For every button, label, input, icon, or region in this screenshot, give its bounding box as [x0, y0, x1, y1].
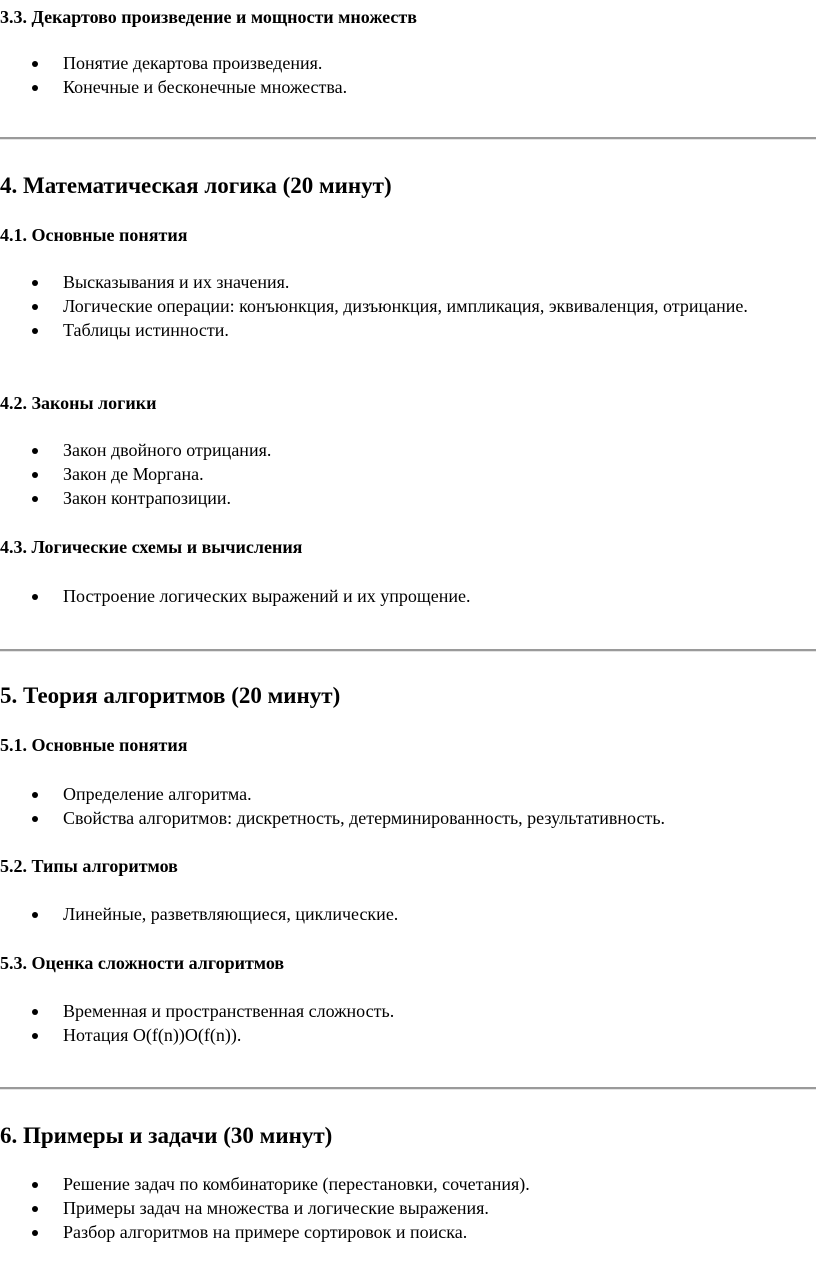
list-item: Логические операции: конъюнкция, дизъюнкция, импликация, эквиваленция, отрицание. — [0, 294, 816, 318]
subsection-heading-4-3: 4.3. Логические схемы и вычисления — [0, 537, 303, 557]
bullet-icon — [32, 1230, 38, 1236]
bullet-list-3-3 — [0, 51, 816, 99]
bullet-list-4-1 — [0, 270, 816, 342]
subsection-heading-4-1: 4.1. Основные понятия — [0, 225, 188, 245]
list-item: Закон контрапозиции. — [0, 486, 816, 510]
subsection-heading-5-2: 5.2. Типы алгоритмов — [0, 856, 178, 876]
bullet-icon — [32, 328, 38, 334]
bullet-icon — [32, 304, 38, 310]
list-item: Построение логических выражений и их упрощение. — [0, 584, 816, 608]
list-item: Решение задач по комбинаторике (перестановки, сочетания). — [0, 1172, 816, 1196]
list-item: Свойства алгоритмов: дискретность, детерминированность, результативность. — [0, 806, 816, 830]
bullet-list-5-3 — [0, 999, 816, 1047]
list-item: Разбор алгоритмов на примере сортировок и поиска. — [0, 1220, 816, 1244]
bullet-icon — [32, 85, 38, 91]
horizontal-divider — [0, 1087, 816, 1090]
bullet-icon — [32, 594, 38, 600]
bullet-icon — [32, 816, 38, 822]
list-item: Закон двойного отрицания. — [0, 438, 816, 462]
bullet-icon — [32, 1206, 38, 1212]
horizontal-divider — [0, 649, 816, 652]
list-item: Определение алгоритма. — [0, 782, 816, 806]
subsection-heading-4-2: 4.2. Законы логики — [0, 393, 157, 413]
bullet-list-5-2 — [0, 902, 816, 926]
list-item: Конечные и бесконечные множества. — [0, 75, 816, 99]
section-heading-6: 6. Примеры и задачи (30 минут) — [0, 1123, 333, 1148]
bullet-icon — [32, 61, 38, 67]
bullet-list-4-2 — [0, 438, 816, 510]
list-item: Линейные, разветвляющиеся, циклические. — [0, 902, 816, 926]
list-item: Понятие декартова произведения. — [0, 51, 816, 75]
section-heading-4: 4. Математическая логика (20 минут) — [0, 173, 392, 198]
list-item: Нотация O(f(n))O(f(n)). — [0, 1023, 816, 1047]
bullet-icon — [32, 912, 38, 918]
subsection-heading-3-3: 3.3. Декартово произведение и мощности множеств — [0, 7, 417, 27]
list-item: Таблицы истинности. — [0, 318, 816, 342]
list-item: Временная и пространственная сложность. — [0, 999, 816, 1023]
bullet-icon — [32, 1009, 38, 1015]
list-item: Высказывания и их значения. — [0, 270, 816, 294]
horizontal-divider — [0, 137, 816, 140]
bullet-icon — [32, 472, 38, 478]
section-heading-5: 5. Теория алгоритмов (20 минут) — [0, 683, 341, 708]
bullet-list-6 — [0, 1172, 816, 1244]
bullet-list-4-3 — [0, 584, 816, 608]
list-item: Примеры задач на множества и логические выражения. — [0, 1196, 816, 1220]
bullet-icon — [32, 1033, 38, 1039]
subsection-heading-5-1: 5.1. Основные понятия — [0, 735, 188, 755]
bullet-icon — [32, 1182, 38, 1188]
list-item: Закон де Моргана. — [0, 462, 816, 486]
bullet-icon — [32, 448, 38, 454]
bullet-icon — [32, 792, 38, 798]
bullet-list-5-1 — [0, 782, 816, 830]
bullet-icon — [32, 496, 38, 502]
bullet-icon — [32, 280, 38, 286]
subsection-heading-5-3: 5.3. Оценка сложности алгоритмов — [0, 953, 285, 973]
